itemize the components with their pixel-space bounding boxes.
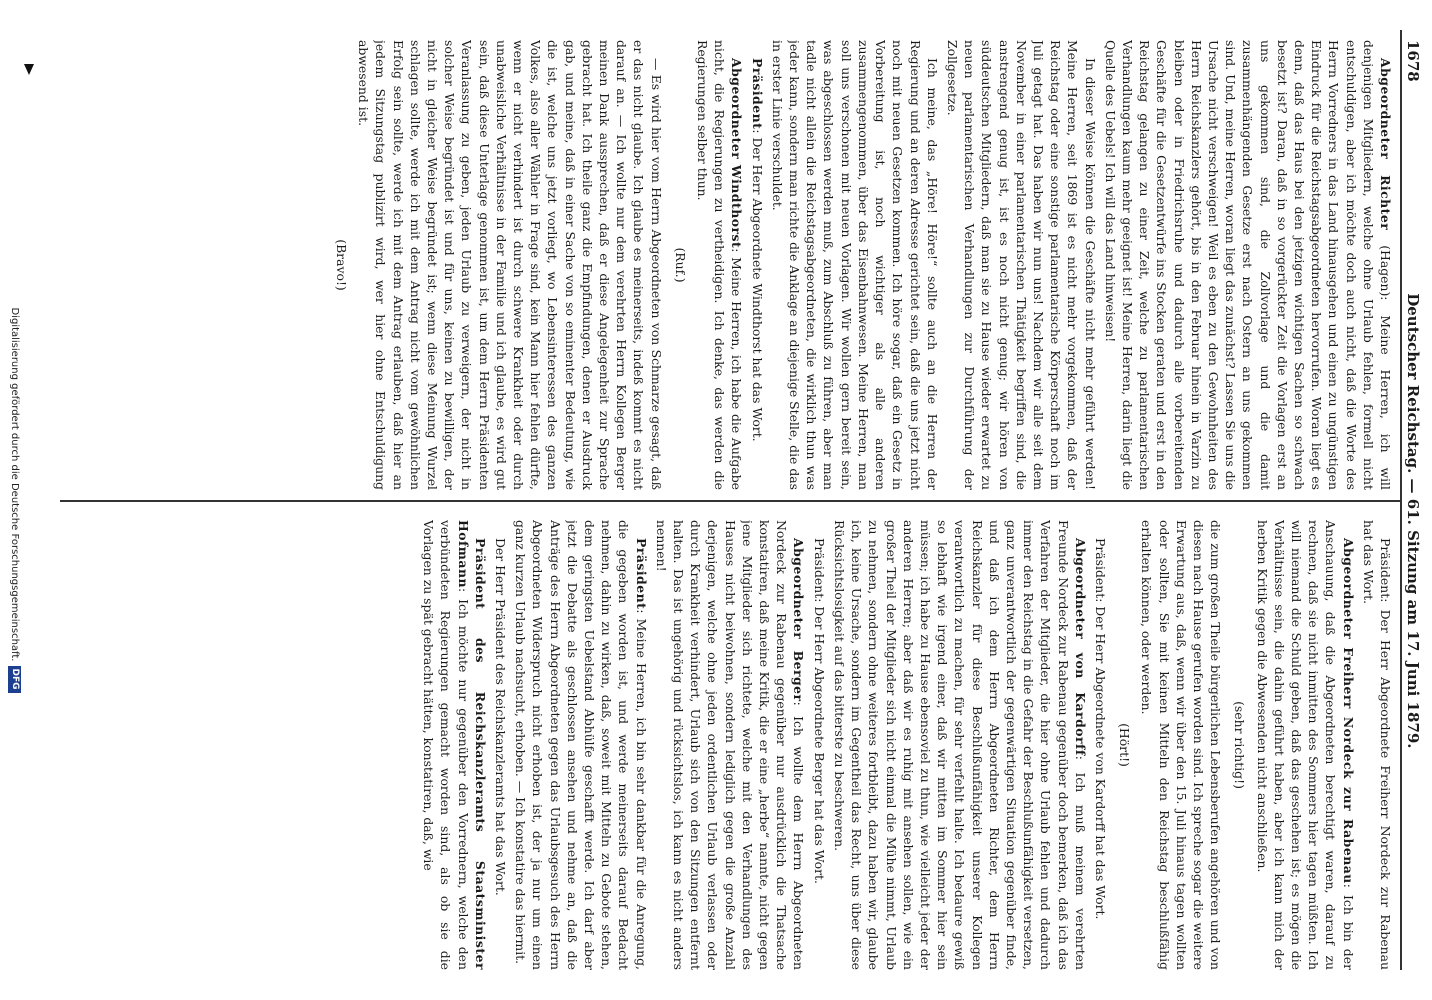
speech-text: : Meine Herren, ich bin sehr dankbar für die Anregung, die gegeben worden ist, und werde meinerseits darauf Bedacht nehmen, dahin zu wirken, daß, soweit mit Mitteln zu Gebote stehen, dem geringsten Uebelstand Abhülfe geschafft werde. Ich darf aber jetzt die Debatte als geschlossen ansehen und nehme an, daß die Anträge des Herrn Abgeordneten gegen das Urlaubsgesuch des Herrn Abgeordneten Widerspruch nicht erhoben ist, der ja nur um einen ganz kurzen Urlaub nachsucht, erhoben. — Ich konstatire das hiermit. <box>513 520 649 970</box>
speaker-name: Abgeordneter von Kardorff <box>1072 538 1088 756</box>
paragraph: die zum großen Theile bürgerlichen Lebensberufen angehören und von diesen nach Hause gerufen worden sind. Ich spreche sogar die weitere Erwartung aus, daß, wenn wir über den 15. Juli hinaus tagen wollten oder sollten, Sie mit keinen Mitteln den Reichstag beschlußfähig erhalten können, oder werden. <box>1139 520 1224 970</box>
left-column <box>64 40 1394 490</box>
dfg-logo: DFG <box>8 666 21 693</box>
interjection: (Ruf.) <box>672 247 688 283</box>
speaker-name: Abgeordneter Berger <box>791 538 807 702</box>
paragraph <box>831 520 1089 970</box>
speaker-name: Abgeordneter Richter <box>1378 58 1393 231</box>
speech-text: : Ich bin der Anschauung, daß die Abgeordneten berechtigt waren, darauf zu rechnen, daß sie nicht inmitten des Sommers hier tagen müßten. Ich will niemand die Schuld geben, daß das geschehen ist; es mögen die Verhältnisse sein, die dahin geführt haben, aber ich kann mich der herben Kritik gegen die Abwesenden nicht anschließen. <box>1254 520 1356 970</box>
page-number: 1678 <box>1404 40 1422 82</box>
speech-text: : Ich wollte dem Herrn Abgeordneten Nordeck zur Rabenau gegenüber nur ausdrücklich die Thatsache konstatiren, daß meine Kritik, die er eine „herbe“ nannte, nicht gegen jene Mitglieder sich richtete, welche mit den Verhandlungen des Hauses nicht beiwohnen, sondern lediglich gegen die große Anzahl derjenigen, welche ohne jeden ordentlichen Urlaub verlassen oder durch Krankheit verhindert, Urlaub sich von den Sitzungen entfernt halten. Das ist ungehörig und rücksichtslos, ich kann es nicht anders nennen! <box>653 520 807 970</box>
speech-text: : Der Herr Abgeordnete Windthorst hat das Wort. <box>749 129 765 442</box>
paragraph <box>653 520 808 970</box>
paragraph <box>1253 520 1356 970</box>
running-title: Deutscher Reichstag. — 61. Sitzung am 17. Juni 1879. <box>1404 293 1422 749</box>
paragraph: Ich meine, das „Höre! Höre!“ sollte auch an die Herren der Regierung und an deren Adresse gerichtet sein, daß die uns jetzt nicht noch mit neuen Gesetzen kommen. Ich höre sogar, daß ein Gesetz in Vorbereitung ist, noch wichtiger als alle anderen zusammengenommen, über das Eisenbahnwesen. Meine Herren, man soll uns verschonen mit neuen Vorlagen. Wir wollen gern bereit sein, was abgeschlossen werden muß, zum Abschluß zu führen, aber man tadle nicht allein die Reichstagsabgeordneten, die wirklich thun was jeder kann, sondern man richte die Anklage an diejenige Stelle, die das in erster Linie verschuldet. <box>769 40 940 490</box>
paragraph: Präsident: Der Herr Abgeordnete Berger hat das Wort. <box>811 538 827 884</box>
paragraph: Präsident: Der Herr Abgeordnete Freiherr Nordeck zur Rabenau hat das Wort. <box>1360 520 1393 970</box>
paragraph <box>512 520 650 970</box>
speaker-name: Präsident <box>633 538 649 610</box>
speaker-name: Präsident <box>749 58 765 130</box>
interjection: (Bravo!) <box>334 239 350 291</box>
interjection: (Hört!) <box>1117 723 1133 767</box>
paragraph <box>748 40 765 490</box>
speech-text: : Ich muß meinem verehrten Freunde Nordeck zur Rabenau gegenüber doch bemerken, daß ich das Verfahren der Mitglieder, die hier ohne Urlaub fehlen und dadurch immer den Reichstag in die Gefahr der Beschlußunfähigkeit versetzen, ganz unverantwortlich der gegenwärtigen Situation gegenüber finde, und daß ich dem Herrn Abgeordneten Richter, dem Herrn Reichskanzler für diese Beschlußunfähigkeit unserer Kollegen verantwortlich zu machen, für sehr verfehlt halte. Ich bedaure gewiß so lebhaft wie irgend einer, daß wir mitten im Sommer hier sein müssen; ich habe zu Hause ebensoviel zu thun, wie vielleicht jeder der anderen Herren; aber daß wir es ruhig mit ansehen sollen, wie ein großer Theil der Mitglieder sich nicht einmal die Mühe nimmt, Urlaub zu nehmen, sondern ohne weiteres fortbleibt, dazu haben wir, glaube ich, keine Ursache, sondern im Gegentheil das Recht, uns über diese Rücksichtslosigkeit auf das bitterste zu beschweren. <box>831 520 1088 970</box>
speech-text: (Hagen): Meine Herren, ich will denjenigen Mitgliedern, welche ohne Urlaub fehlen, formell nicht entschuldigen, aber ich möchte doch auch nicht, daß die Worte des Herrn Vorredners in das Land hinausgehen und einen zu ungünstigen Eindruck für die Reichstagsabgeordneten hervorrufen. Woran liegt es denn, daß das Haus bei den jetzigen wichtigen Sachen so schwach besetzt ist? Daran, daß in so vorgerückter Zeit die Vorlagen erst an uns gekommen sind, die Zollvorlage und die damit zusammenhängenden Gesetze erst nach Ostern an uns gekommen sind. Und, meine Herren, woran liegt das zunächst? Lassen Sie uns die Ursache nicht verschweigen! Weil es eben zu den Gewohnheiten des Herrn Reichskanzlers gehört, bis in den Februar hinein in Varzin zu bleiben oder in Friedrichsruhe und dadurch alle vorbereitenden Geschäfte für die Gesetzentwürfe ins Stocken geraten und erst in den Reichstag gelangen zu einer Zeit, welche zu parlamentarischen Verhandlungen kaum mehr geeignet ist! Meine Herren, darin liegt die Quelle des Uebels! Ich will das Land hinweisen! <box>1102 40 1393 490</box>
funding-note: Digitalisierung gefördert durch die Deutsche Forschungsgemeinschaft. <box>9 307 20 662</box>
interjection: (sehr richtig!) <box>1232 701 1248 789</box>
speech-text: : Meine Herren, ich habe die Aufgabe nicht, die Regierungen zu vertheidigen. Ich denke, das werden die Regierungen selber thun. <box>695 40 745 490</box>
paragraph <box>420 520 489 970</box>
paragraph: — Es wird hier vom Herrn Abgeordneten von Schmarze gesagt, daß er das nicht glaube. Ich glaube es meinerseits, indeß kommt es nicht darauf an. — Ich wollte nur dem verehrten Herrn Kollegen Berger meinen Dank aussprechen, daß er diese Angelegenheit zur Sprache gebracht hat. Ich theile ganz die Empfindungen, denen er Ausdruck gab, und meine, daß in einer Sache von so eminenter Bedeutung, wie die ist, welche uns jetzt vorliegt, wo Lebensinteressen des ganzen Volkes, also aller Wähler in Frage sind, kein Mann hier fehlen dürfte, wenn er nicht verhindert ist durch schwere Krankheit oder durch unabweisliche Verhältnisse in der Familie und ich glaube, es wird gut sein, daß diese Unterlage genommen ist, um dem Herrn Präsidenten Veranlassung zu geben, jeden Urlaub zu verweigern, der nicht in solcher Weise begründet ist und für uns, keinen zu bewilligen, der nicht in gleicher Weise begründet ist; wenn diese Meinung Wurzel schlagen sollte, werde ich mit dem Antrag nicht vom gewöhnlichen Erfolg sein sollte, werde ich mit dem Antrag erlauben, daß hier an jedem Sitzungstag publizirt wird, wer hier ohne Entschuldigung abwesend ist. <box>356 40 664 490</box>
paragraph: In dieser Weise können die Geschäfte nicht mehr geführt werden! Meine Herren, seit 1869 ist es nicht mehr vorgekommen, daß der Reichstag oder eine sonstige parlamentarische Körperschaft noch im Juli getagt hat. Das haben wir nun uns! Nachdem wir alle seit dem November in einer parlamentarischen Thätigkeit begriffen sind, die anstrengend genug ist, ist es noch nicht genug; wir hören von süddeutschen Mitgliedern, daß man sie zu Hause wieder erwartet zu neuen parlamentarischen Verhandlungen zur Durchführung der Zollgesetze. <box>944 40 1098 490</box>
speaker-name: Abgeordneter Windthorst <box>729 58 745 249</box>
speech-text: : Ich möchte nur gegenüber den Vorrednern, welche den verbündeten Regierungen gemacht worden sind, als ob sie die Vorlagen zu spät gebracht hätten, konstatiren, daß, wie <box>421 520 471 970</box>
paragraph: Präsident: Der Herr Abgeordnete von Kardorff hat das Wort. <box>1092 538 1108 920</box>
speaker-name: Abgeordneter Freiherr Nordeck zur Rabenau <box>1340 538 1356 884</box>
running-head <box>1404 40 1422 960</box>
column-divider <box>60 500 1402 502</box>
speaker-name: Präsident des Reichskanzleramts Staatsminister Hofmann <box>455 520 488 970</box>
digitization-footer <box>8 0 21 1000</box>
right-column <box>64 520 1394 970</box>
paragraph <box>1102 40 1394 490</box>
paragraph: Der Herr Präsident des Reichskanzleramts hat das Wort. <box>493 538 509 896</box>
paragraph <box>694 40 746 490</box>
